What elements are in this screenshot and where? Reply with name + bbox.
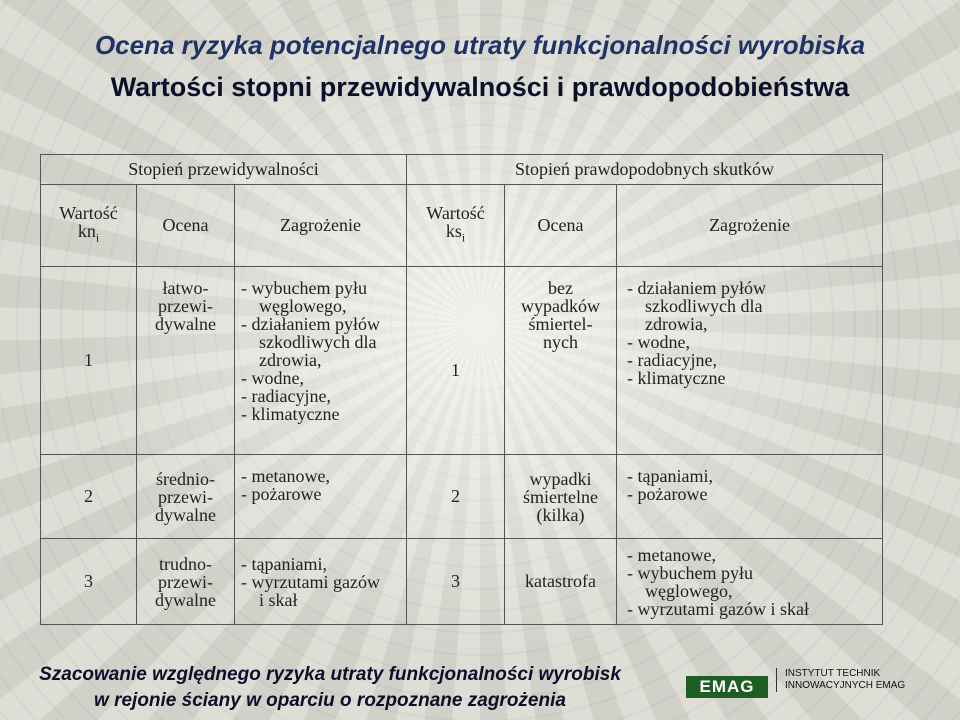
group-header-consequences: Stopień prawdopodobnych skutków [407,155,883,185]
risk-table [40,154,883,625]
ks-value: 2 [407,455,505,539]
kn-value: 2 [41,455,137,539]
table-column-header [41,185,883,267]
col-header-zagrozenie-right: Zagrożenie [617,185,883,267]
col-header-ocena-left: Ocena [137,185,235,267]
ocena-left: średnio- przewi- dywalne [137,455,235,539]
zagrozenie-right: - tąpaniami, - pożarowe [617,455,883,539]
ks-value: 3 [407,539,505,625]
col-header-ocena-right: Ocena [505,185,617,267]
zagrozenie-left: - metanowe, - pożarowe [235,455,407,539]
table-row [41,539,883,625]
footer-caption [0,662,660,714]
zagrozenie-right: - metanowe, - wybuchem pyłu węglowego, - wyrzutami gazów i skał [617,539,883,625]
slide-title: Ocena ryzyka potencjalnego utraty funkcjonalności wyrobiska [94,30,866,60]
institute-name: INSTYTUT TECHNIK INNOWACYJNYCH EMAG [776,668,955,692]
col-header-zagrozenie-left: Zagrożenie [235,185,407,267]
col-header-kn: Wartość $kn_i$ [41,185,137,267]
footer-line-2: w rejonie ściany w oparciu o rozpoznane zagrożenia [94,690,566,711]
group-header-predictability: Stopień przewidywalności [41,155,407,185]
zagrozenie-left: - tąpaniami, - wyrzutami gazów i skał [235,539,407,625]
kn-value: 3 [41,539,137,625]
kn-value: 1 [41,267,137,455]
slide-subtitle: Wartości stopni przewidywalności i prawdopodobieństwa [110,72,850,102]
emag-logo: EMAG [686,676,768,698]
zagrozenie-left: - wybuchem pyłu węglowego, - działaniem pyłów szkodliwych dla zdrowia, - wodne, - radiacyjne, - klimatyczne [235,267,407,455]
footer-line-1: Szacowanie względnego ryzyka utraty funkcjonalności wyrobisk [39,664,621,685]
ks-value: 1 [407,267,505,455]
col-header-ks: Wartość $ks_i$ [407,185,505,267]
ocena-left: trudno- przewi- dywalne [137,539,235,625]
table-group-header [41,155,883,185]
ocena-right: bez wypadków śmiertel- nych [505,267,617,455]
table-row [41,267,883,455]
zagrozenie-right: - działaniem pyłów szkodliwych dla zdrowia, - wodne, - radiacyjne, - klimatyczne [617,267,883,455]
ocena-left: łatwo- przewi- dywalne [137,267,235,455]
table-row [41,455,883,539]
ocena-right: katastrofa [505,539,617,625]
ocena-right: wypadki śmiertelne (kilka) [505,455,617,539]
